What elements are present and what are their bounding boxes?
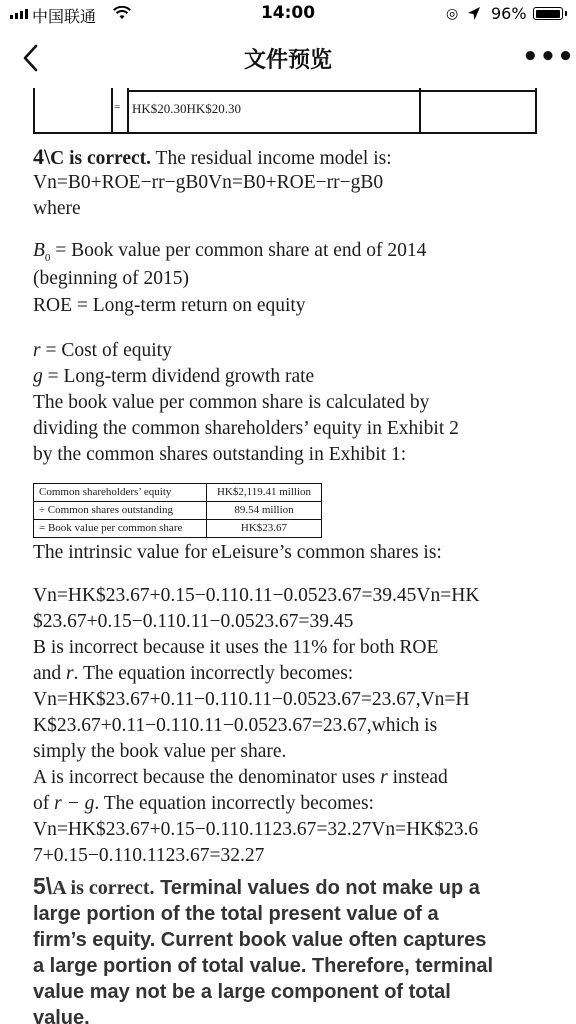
g-definition: g = Long-term dividend growth rate [33, 366, 315, 387]
option-b-eq-1: Vn=HK$23.67+0.11−0.110.11−0.0523.67=23.67,Vn=H [33, 689, 470, 710]
q5-text-2: large portion of the total present value of a [33, 903, 439, 925]
table-row [34, 502, 322, 520]
table-cell: ÷ Common shares outstanding [34, 502, 207, 520]
option-a-eq-2: 7+0.15−0.110.1123.67=32.27 [33, 845, 265, 866]
clock: 14:00 [260, 3, 316, 23]
b0-definition: $B_0$ = Book value per common share at end of 2014 [33, 240, 427, 264]
table-cell: HK$23.67 [207, 520, 322, 538]
intrinsic-value-eq-1: Vn=HK$23.67+0.15−0.110.11−0.0523.67=39.45Vn=HK [33, 585, 480, 606]
option-a-text-2: of r − g. The equation incorrectly becomes: [33, 793, 374, 814]
nav-bar [0, 28, 576, 88]
exhibit-table [33, 483, 322, 538]
q5-text-3: firm’s equity. Current book value often captures [33, 929, 487, 951]
carrier-name: 中国联通 [32, 7, 97, 26]
option-a-eq-1: Vn=HK$23.67+0.15−0.110.1123.67=32.27Vn=HK$23.6 [33, 819, 479, 840]
table-cell: Common shareholders’ equity [34, 484, 207, 502]
q4-intro: The residual income model is: [151, 148, 392, 169]
document-preview[interactable] [0, 88, 576, 1024]
location-icon [467, 6, 481, 22]
status-bar [0, 0, 576, 28]
table-cell: = Book value per common share [34, 520, 207, 538]
table-cell: HK$2,119.41 million [207, 484, 322, 502]
option-b-text-3: simply the book value per share. [33, 741, 287, 762]
q4-formula: Vn=B0+ROE−rr−gB0Vn=B0+ROE−rr−gB0 [33, 172, 384, 193]
q5-heading: 5\A is correct. Terminal values do not make up a [33, 873, 480, 899]
calc-text-1: The book value per common share is calculated by [33, 392, 430, 413]
r-definition: r = Cost of equity [33, 340, 172, 361]
intrinsic-value-intro: The intrinsic value for eLeisure’s common shares is: [33, 542, 442, 563]
q4-heading [33, 144, 392, 172]
table-cell: 89.54 million [207, 502, 322, 520]
option-a-text-1: A is incorrect because the denominator uses r instead [33, 767, 448, 788]
answer-table-fragment [33, 88, 537, 134]
calc-text-2: dividing the common shareholders’ equity in Exhibit 2 [33, 418, 459, 439]
q5-text-6: value. [33, 1007, 90, 1024]
rotation-lock-icon: ◎ [446, 6, 459, 22]
table-row [34, 520, 322, 538]
q5-number: 5\ [33, 873, 53, 899]
q5-text-4: a large portion of total value. Therefore, terminal [33, 955, 494, 977]
q4-answer: C is correct. [50, 148, 152, 169]
q4-number: 4\ [33, 144, 51, 169]
table-cell-value: HK$20.30HK$20.30 [132, 101, 242, 116]
battery-percent: 96% [491, 4, 527, 23]
option-b-text-2: and r. The equation incorrectly becomes: [33, 663, 354, 684]
page-title: 文件预览 [243, 48, 332, 73]
q5-text-5: value may not be a large component of total [33, 981, 451, 1003]
q5-answer: A is correct. [52, 877, 155, 899]
option-b-text-1: B is incorrect because it uses the 11% for both ROE [33, 637, 439, 658]
b0-definition-cont: (beginning of 2015) [33, 268, 189, 289]
table-cell-eq: = [114, 101, 121, 113]
more-options-icon[interactable]: ••• [522, 42, 575, 72]
battery-icon [533, 7, 563, 20]
q4-where: where [33, 198, 81, 219]
calc-text-3: by the common shares outstanding in Exhibit 1: [33, 444, 407, 465]
roe-definition: ROE = Long-term return on equity [33, 295, 306, 316]
table-row [34, 484, 322, 502]
intrinsic-value-eq-2: $23.67+0.15−0.110.11−0.0523.67=39.45 [33, 611, 354, 632]
option-b-eq-2: K$23.67+0.11−0.110.11−0.0523.67=23.67,which is [33, 715, 438, 736]
